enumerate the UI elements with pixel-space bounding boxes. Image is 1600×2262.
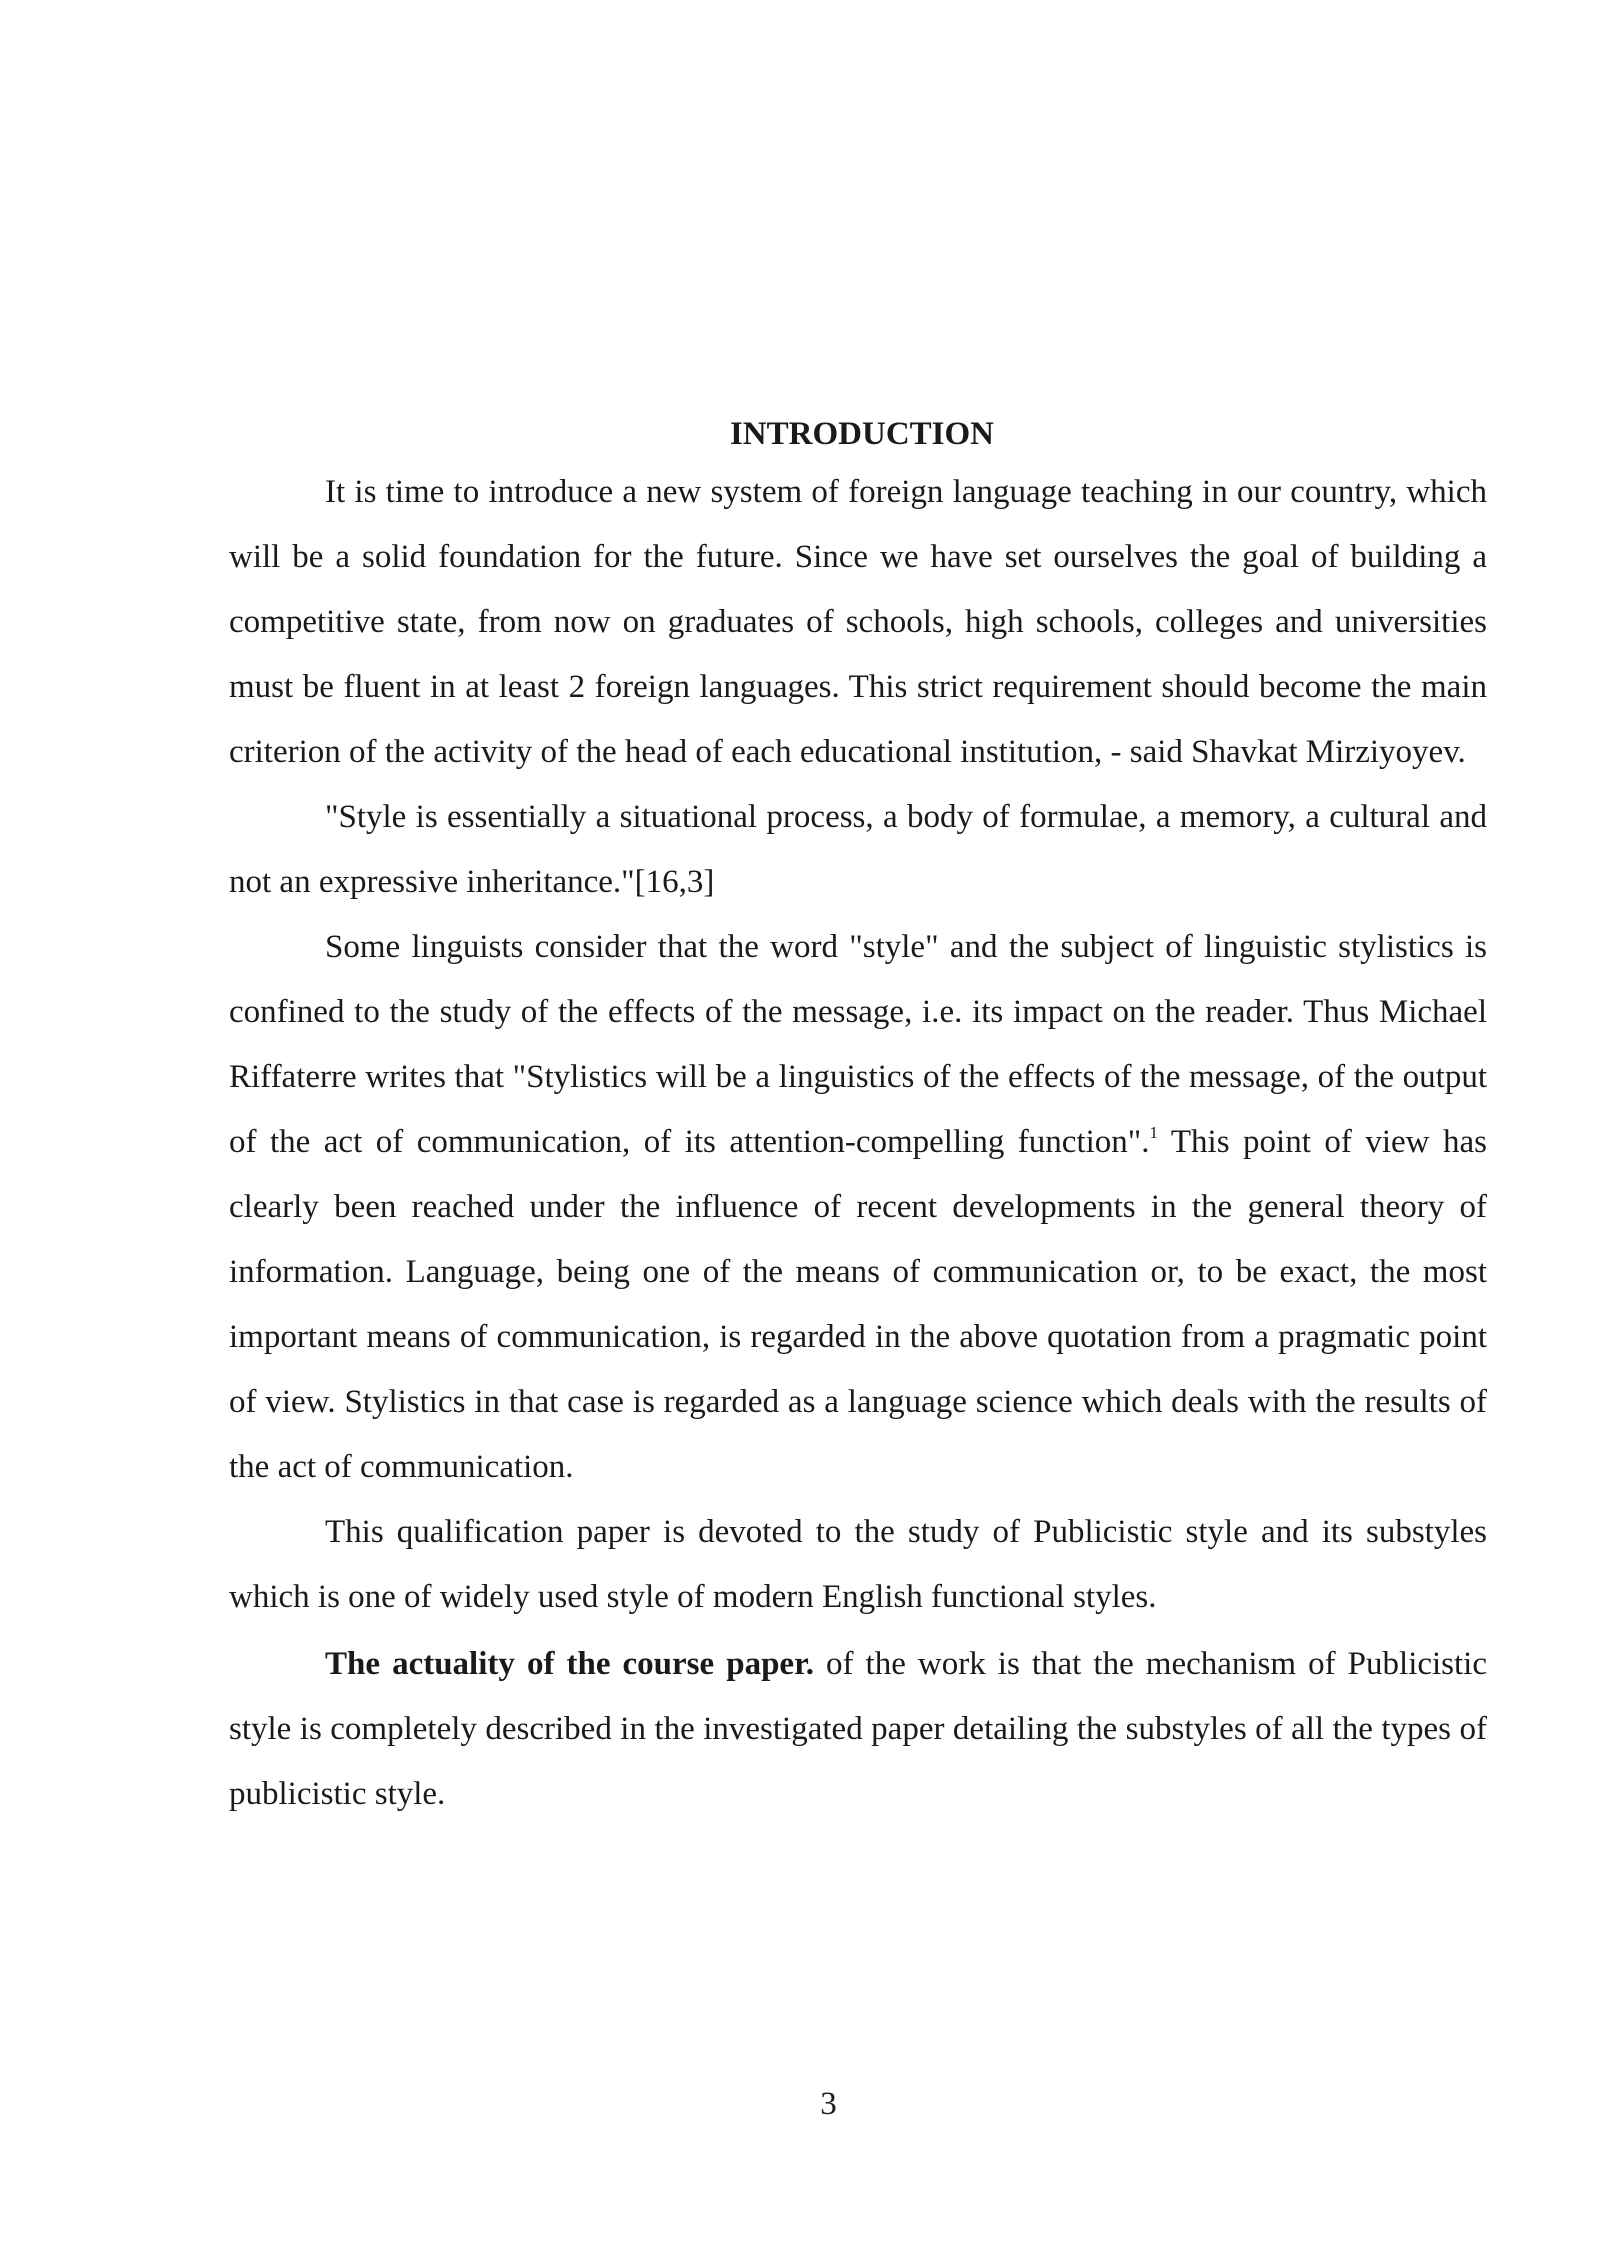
footnote-marker: 1 [1149,1123,1158,1142]
paragraph-4: This qualification paper is devoted to the study of Publicistic style and its substyles which is one of widely used style of modern English functional styles. [229,1514,1487,1615]
paragraph-5 [229,1632,1487,1827]
paragraph-5-text: of the work is that the mechanism of Publicistic style is completely described in the investigated paper detailing the substyles of all the types of publicistic style. [229,1646,1488,1812]
page-number: 3 [820,2086,837,2122]
section-heading: INTRODUCTION [729,416,995,452]
paragraph-2: "Style is essentially a situational process, a body of formulae, a memory, a cultural and not an expressive inheritance."[16,3] [229,799,1487,900]
paragraph-3-text-start: Some linguists consider that the word "style" and the subject of linguistic stylistics is confined to the study of the effects of the message, i.e. its impact on the reader. Thus Michael Riffaterre writes that "Stylistics will be a linguistics of the effects of the message, of the output of the act of communication, of its attention-compelling function". [229,929,1487,1160]
paragraph-3-text-end: This point of view has clearly been reached under the influence of recent developments in the general theory of information. Language, being one of the means of communication or, to be exact, the most important means of communication, is regarded in the above quotation from a pragmatic point of view. Stylistics in that case is regarded as a language science which deals with the results of the act of communication. [229,1124,1487,1485]
paragraph-3 [229,915,1487,1500]
page-body [229,408,1487,1827]
paragraph-1: It is time to introduce a new system of foreign language teaching in our country, which will be a solid foundation for the future. Since we have set ourselves the goal of building a competitive state, from now on graduates of schools, high schools, colleges and universities must be fluent in at least 2 foreign languages. This strict requirement should become the main criterion of the activity of the head of each educational institution, - said Shavkat Mirziyoyev. [229,474,1487,770]
paragraph-5-bold-lead: The actuality of the course paper. [325,1646,814,1682]
